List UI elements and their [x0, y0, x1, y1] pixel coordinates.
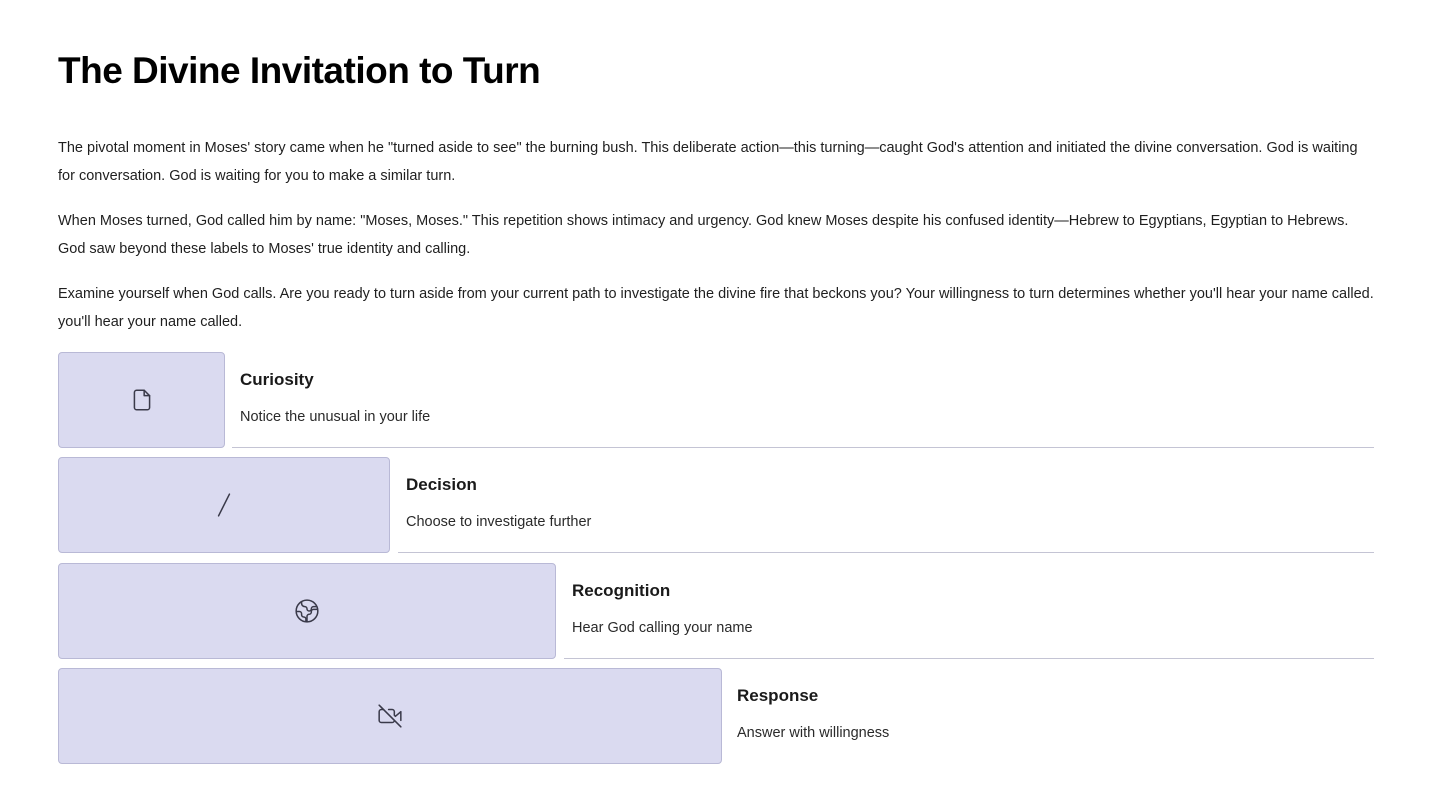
- step-decision: [58, 457, 1374, 555]
- step-title: Decision: [406, 475, 477, 494]
- step-box: [58, 457, 390, 553]
- step-description: Choose to investigate further: [406, 514, 592, 530]
- step-description: Hear God calling your name: [572, 620, 753, 636]
- step-text: [729, 668, 1374, 764]
- step-description: Answer with willingness: [737, 725, 890, 741]
- paragraph-1: The pivotal moment in Moses' story came when he "turned aside to see" the burning bush. This deliberate action—this turning—caught God's attention and initiated the divine conversation. God is waiting for conversation. God is waiting for you to make a similar turn.: [58, 140, 1358, 184]
- step-response: [58, 668, 1374, 766]
- globe-icon: [294, 598, 320, 624]
- paragraph-3: Examine yourself when God calls. Are you ready to turn aside from your current path to investigate the divine fire that beckons you? Your willingness to turn determines whether you'll hear your name called. you'll hear your name called.: [58, 286, 1374, 330]
- step-curiosity: [58, 352, 1374, 450]
- file-icon: [129, 387, 155, 413]
- step-title: Recognition: [572, 581, 671, 600]
- step-text: [232, 352, 1374, 448]
- video-off-icon: [377, 703, 403, 729]
- step-title: Response: [737, 686, 819, 705]
- step-box: [58, 563, 556, 659]
- step-recognition: [58, 563, 1374, 661]
- step-box: [58, 668, 722, 764]
- step-title: Curiosity: [240, 370, 314, 389]
- step-box: [58, 352, 225, 448]
- page-title: The Divine Invitation to Turn: [58, 50, 541, 91]
- paragraph-2: When Moses turned, God called him by name: "Moses, Moses." This repetition shows intimacy and urgency. God knew Moses despite his confused identity—Hebrew to Egyptians, Egyptian to Hebrews. God saw beyond these labels to Moses' true identity and calling.: [58, 213, 1349, 257]
- slash-icon: [211, 492, 237, 518]
- step-text: [564, 563, 1374, 659]
- step-description: Notice the unusual in your life: [240, 409, 431, 425]
- step-text: [398, 457, 1374, 553]
